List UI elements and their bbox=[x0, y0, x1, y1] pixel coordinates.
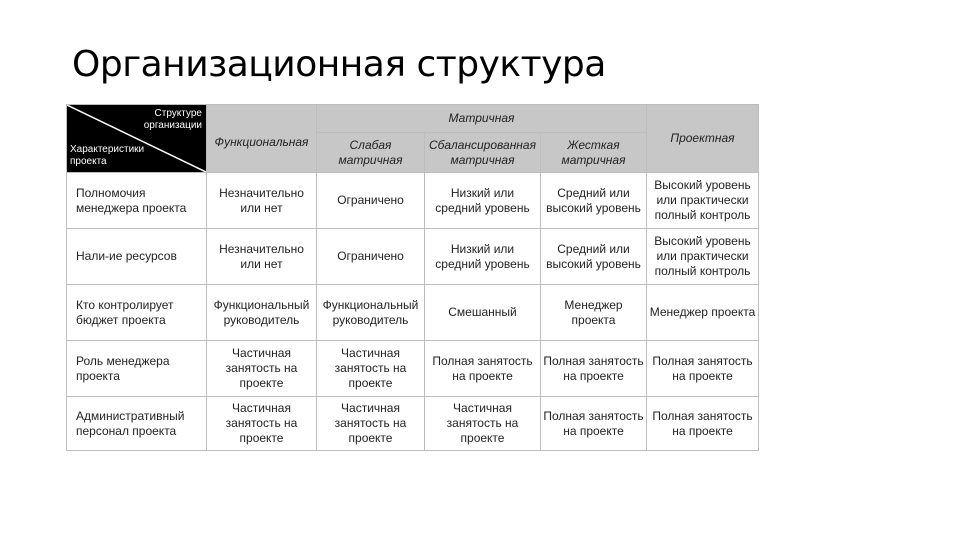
table-row bbox=[67, 341, 759, 397]
table-cell: Менеджер проекта bbox=[541, 285, 647, 341]
table-cell: Низкий или средний уровень bbox=[425, 229, 541, 285]
col-header-weak-matrix: Слабая матричная bbox=[317, 133, 425, 173]
table-cell: Частичная занятость на проекте bbox=[207, 341, 317, 397]
col-group-matrix: Матричная bbox=[317, 105, 647, 133]
table-cell: Полная занятость на проекте bbox=[425, 341, 541, 397]
col-header-strong-matrix: Жесткая матричная bbox=[541, 133, 647, 173]
table-row bbox=[67, 397, 759, 451]
row-label: Роль менеджера проекта bbox=[67, 341, 207, 397]
table-cell: Смешанный bbox=[425, 285, 541, 341]
table-cell: Незначительно или нет bbox=[207, 229, 317, 285]
table-cell: Ограничено bbox=[317, 173, 425, 229]
slide-title: Организационная структура bbox=[72, 44, 606, 85]
table-cell: Менеджер проекта bbox=[647, 285, 759, 341]
table-cell: Полная занятость на проекте bbox=[647, 397, 759, 451]
table-cell: Низкий или средний уровень bbox=[425, 173, 541, 229]
col-header-functional: Функциональная bbox=[207, 105, 317, 173]
row-label: Кто контролирует бюджет проекта bbox=[67, 285, 207, 341]
table-cell: Ограничено bbox=[317, 229, 425, 285]
table-cell: Частичная занятость на проекте bbox=[207, 397, 317, 451]
table-cell: Функциональный руководитель bbox=[317, 285, 425, 341]
table-cell: Средний или высокий уровень bbox=[541, 229, 647, 285]
table-cell: Средний или высокий уровень bbox=[541, 173, 647, 229]
table-cell: Высокий уровень или практически полный контроль bbox=[647, 173, 759, 229]
table-row bbox=[67, 173, 759, 229]
table-row bbox=[67, 229, 759, 285]
table-cell: Частичная занятость на проекте bbox=[425, 397, 541, 451]
table-corner-header bbox=[67, 105, 207, 173]
table-cell: Высокий уровень или практически полный контроль bbox=[647, 229, 759, 285]
row-label: Административный персонал проекта bbox=[67, 397, 207, 451]
table-row bbox=[67, 285, 759, 341]
row-label: Полномочия менеджера проекта bbox=[67, 173, 207, 229]
table-cell: Частичная занятость на проекте bbox=[317, 397, 425, 451]
table-cell: Частичная занятость на проекте bbox=[317, 341, 425, 397]
table-cell: Полная занятость на проекте bbox=[541, 397, 647, 451]
table-cell: Незначительно или нет bbox=[207, 173, 317, 229]
table-cell: Полная занятость на проекте bbox=[541, 341, 647, 397]
row-label: Нали-ие ресурсов bbox=[67, 229, 207, 285]
col-header-balanced-matrix: Сбалансированная матричная bbox=[425, 133, 541, 173]
table-cell: Функциональный руководитель bbox=[207, 285, 317, 341]
corner-structure-label: Структуре организации bbox=[143, 108, 202, 131]
table-cell: Полная занятость на проекте bbox=[647, 341, 759, 397]
col-header-project: Проектная bbox=[647, 105, 759, 173]
corner-characteristics-label: Характеристики проекта bbox=[70, 144, 145, 167]
organization-structure-table bbox=[66, 104, 759, 451]
